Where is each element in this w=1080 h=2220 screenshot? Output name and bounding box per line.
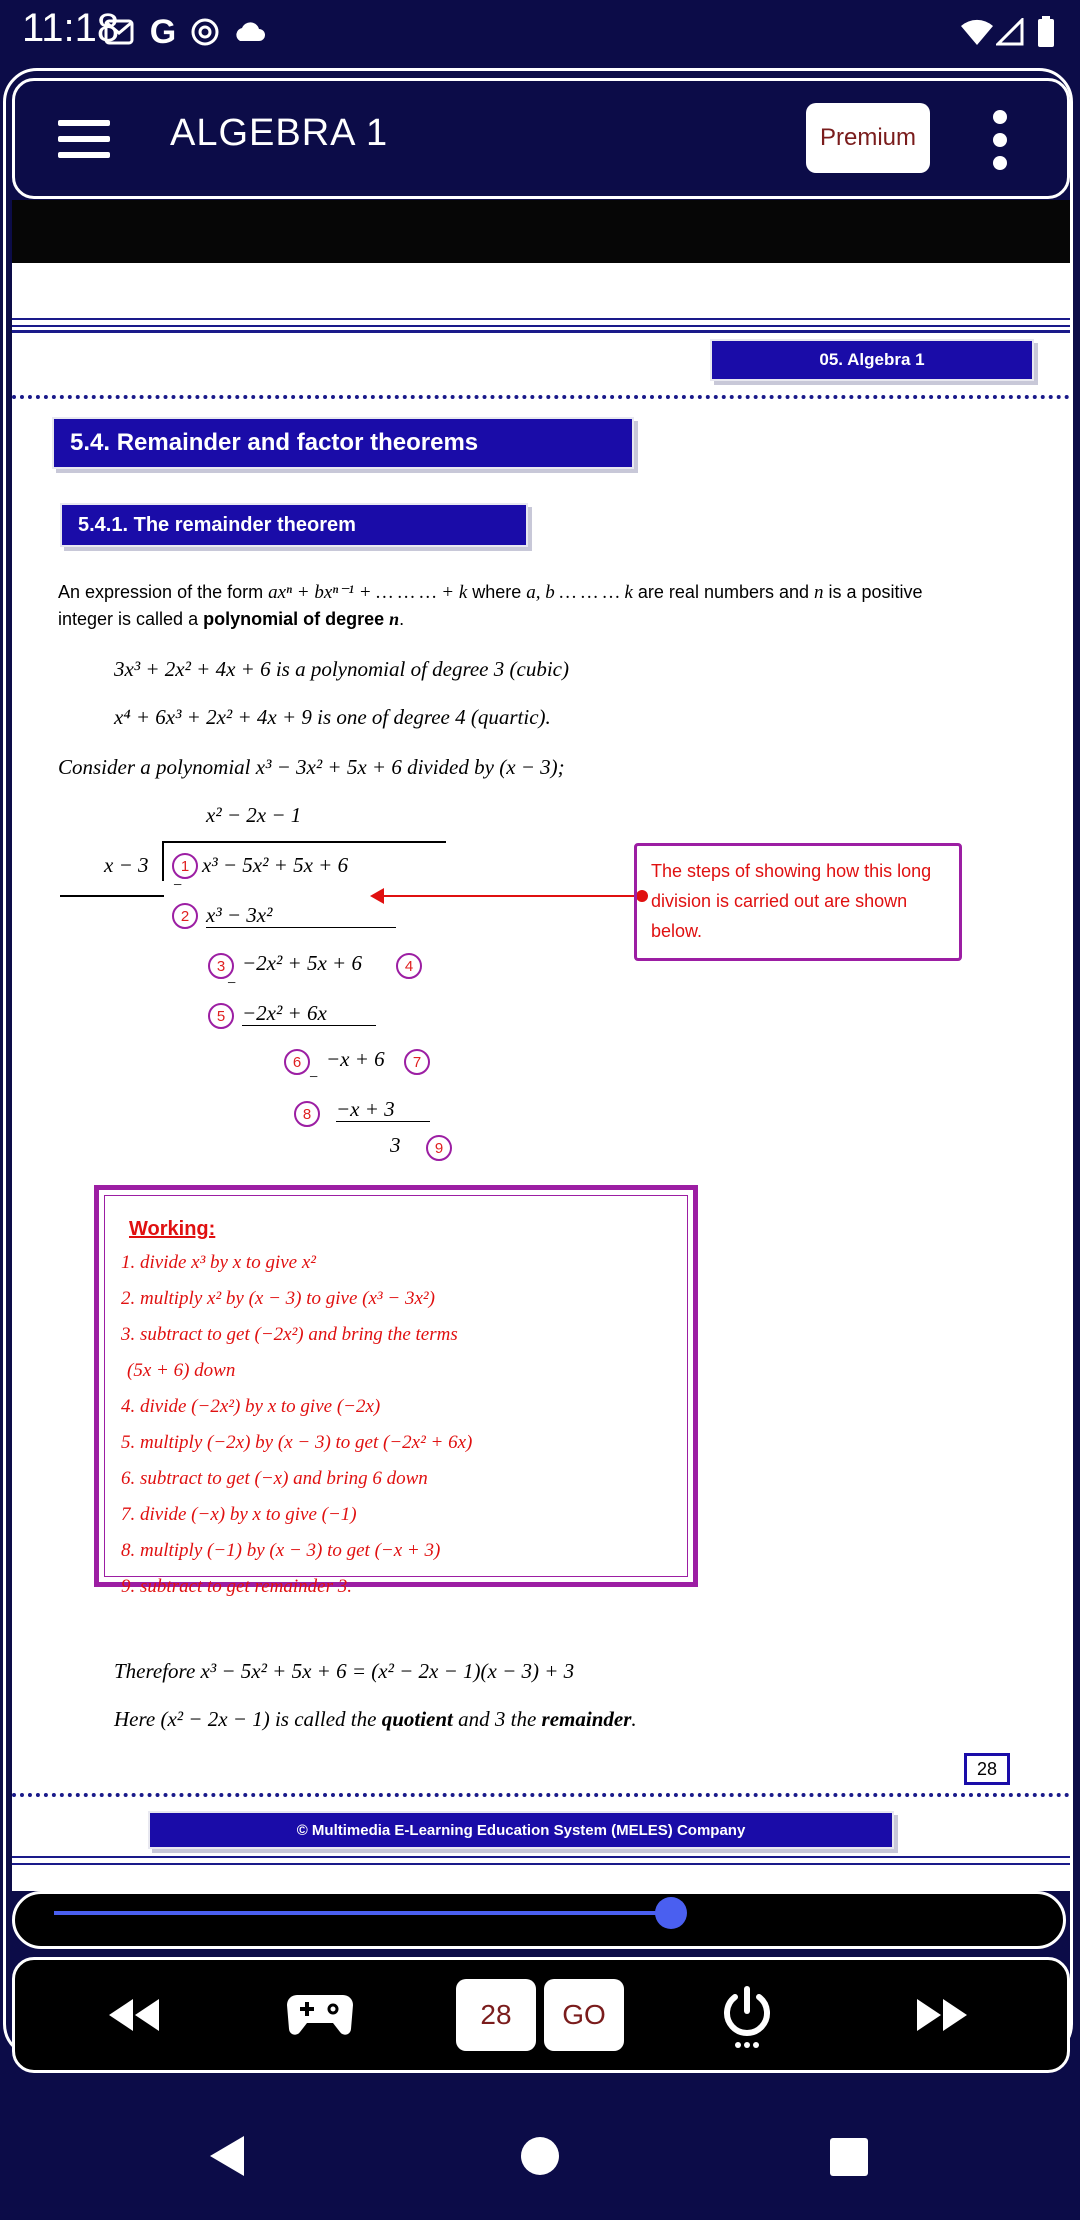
signal-icon <box>996 10 1024 54</box>
document-page <box>12 263 1070 1891</box>
working-step: 4. divide (−2x²) by x to give (−2x) <box>121 1396 381 1417</box>
slider-track[interactable] <box>54 1911 674 1915</box>
example-cubic: 3x³ + 2x² + 4x + 6 is a polynomial of degree 3 (cubic) <box>114 657 569 681</box>
callout-note: The steps of showing how this long division is carried out are shown below. <box>634 843 962 961</box>
section-title: 5.4. Remainder and factor theorems <box>52 417 634 469</box>
power-icon[interactable] <box>716 1984 778 2050</box>
working-step: 9. subtract to get remainder 3. <box>121 1576 352 1597</box>
working-step: 2. multiply x² by (x − 3) to give (x³ − 3x²) <box>121 1288 435 1309</box>
step-marker-6: 6 <box>284 1049 310 1075</box>
gamepad-icon[interactable] <box>282 1986 358 2042</box>
page-slider[interactable] <box>12 1891 1066 1949</box>
more-options-icon[interactable] <box>990 110 1008 170</box>
working-step: 8. multiply (−1) by (x − 3) to get (−x + 3) <box>121 1540 441 1561</box>
step-marker-9: 9 <box>426 1135 452 1161</box>
here-line: Here (x² − 2x − 1) is called the quotient and 3 the remainder. <box>114 1707 637 1731</box>
system-nav-bar <box>0 2080 1080 2220</box>
rewind-icon[interactable] <box>104 1990 164 2040</box>
battery-icon <box>1036 10 1056 54</box>
gmail-icon <box>104 10 134 54</box>
consider-text: Consider a polynomial x³ − 3x² + 5x + 6 divided by (x − 3); <box>58 755 565 779</box>
step-marker-4: 4 <box>396 953 422 979</box>
menu-icon[interactable] <box>58 118 110 160</box>
intro-line-1: An expression of the form axⁿ + bxⁿ⁻¹ + … … … + k where a, b … … … k are real numbers and n is a positive <box>58 582 923 603</box>
slider-thumb[interactable] <box>655 1897 687 1929</box>
division-step-6: −x + 6 <box>326 1047 385 1071</box>
footer-copyright: © Multimedia E-Learning Education System (MELES) Company <box>148 1811 894 1849</box>
division-step-8: −x + 3 <box>336 1097 395 1121</box>
working-step: 7. divide (−x) by x to give (−1) <box>121 1504 357 1525</box>
go-button[interactable]: GO <box>544 1979 624 2051</box>
division-remainder: 3 <box>390 1133 401 1157</box>
step-marker-8: 8 <box>294 1101 320 1127</box>
working-step: 5. multiply (−2x) by (x − 3) to get (−2x² + 6x) <box>121 1432 473 1453</box>
minus-sign: − <box>308 1069 319 1086</box>
working-title: Working: <box>129 1218 216 1240</box>
page-number-input[interactable]: 28 <box>456 1979 536 2051</box>
wifi-icon <box>960 10 994 54</box>
division-divisor: x − 3 <box>104 853 149 877</box>
intro-line-2: integer is called a polynomial of degree n. <box>58 609 405 629</box>
step-marker-2: 2 <box>172 903 198 929</box>
step-marker-7: 7 <box>404 1049 430 1075</box>
at-sign-icon <box>190 10 220 54</box>
division-step-3: −2x² + 5x + 6 <box>242 951 362 975</box>
premium-button[interactable]: Premium <box>806 103 930 173</box>
example-quartic: x⁴ + 6x³ + 2x² + 4x + 9 is one of degree 4 (quartic). <box>114 705 551 729</box>
therefore-line: Therefore x³ − 5x² + 5x + 6 = (x² − 2x − 1)(x − 3) + 3 <box>114 1659 575 1683</box>
callout-arrow <box>376 895 642 897</box>
division-dividend: x³ − 5x² + 5x + 6 <box>202 853 349 877</box>
working-step: 3. subtract to get (−2x²) and bring the terms <box>121 1324 458 1345</box>
subsection-title: 5.4.1. The remainder theorem <box>60 503 528 547</box>
recents-icon[interactable] <box>828 2136 870 2178</box>
working-box <box>94 1185 698 1597</box>
chapter-badge: 05. Algebra 1 <box>710 339 1034 381</box>
google-icon: G <box>149 12 177 51</box>
minus-sign: − <box>172 877 183 894</box>
cloud-icon <box>232 10 266 54</box>
working-step: (5x + 6) down <box>127 1360 236 1381</box>
division-step-5: −2x² + 6x <box>242 1001 327 1025</box>
fast-forward-icon[interactable] <box>912 1990 972 2040</box>
division-quotient: x² − 2x − 1 <box>206 803 302 827</box>
app-title: ALGEBRA 1 <box>170 112 389 154</box>
step-marker-3: 3 <box>208 953 234 979</box>
working-step: 6. subtract to get (−x) and bring 6 down <box>121 1468 428 1489</box>
banner-area <box>12 200 1070 263</box>
working-step: 1. divide x³ by x to give x² <box>121 1252 316 1273</box>
home-icon[interactable] <box>518 2134 562 2178</box>
status-time: 11:18 <box>22 6 120 50</box>
back-icon[interactable] <box>204 2132 248 2180</box>
division-step-2: x³ − 3x² <box>206 903 273 927</box>
step-marker-1: 1 <box>172 853 198 879</box>
minus-sign: − <box>226 975 237 992</box>
status-bar <box>0 0 1080 66</box>
page-number: 28 <box>964 1753 1010 1785</box>
step-marker-5: 5 <box>208 1003 234 1029</box>
